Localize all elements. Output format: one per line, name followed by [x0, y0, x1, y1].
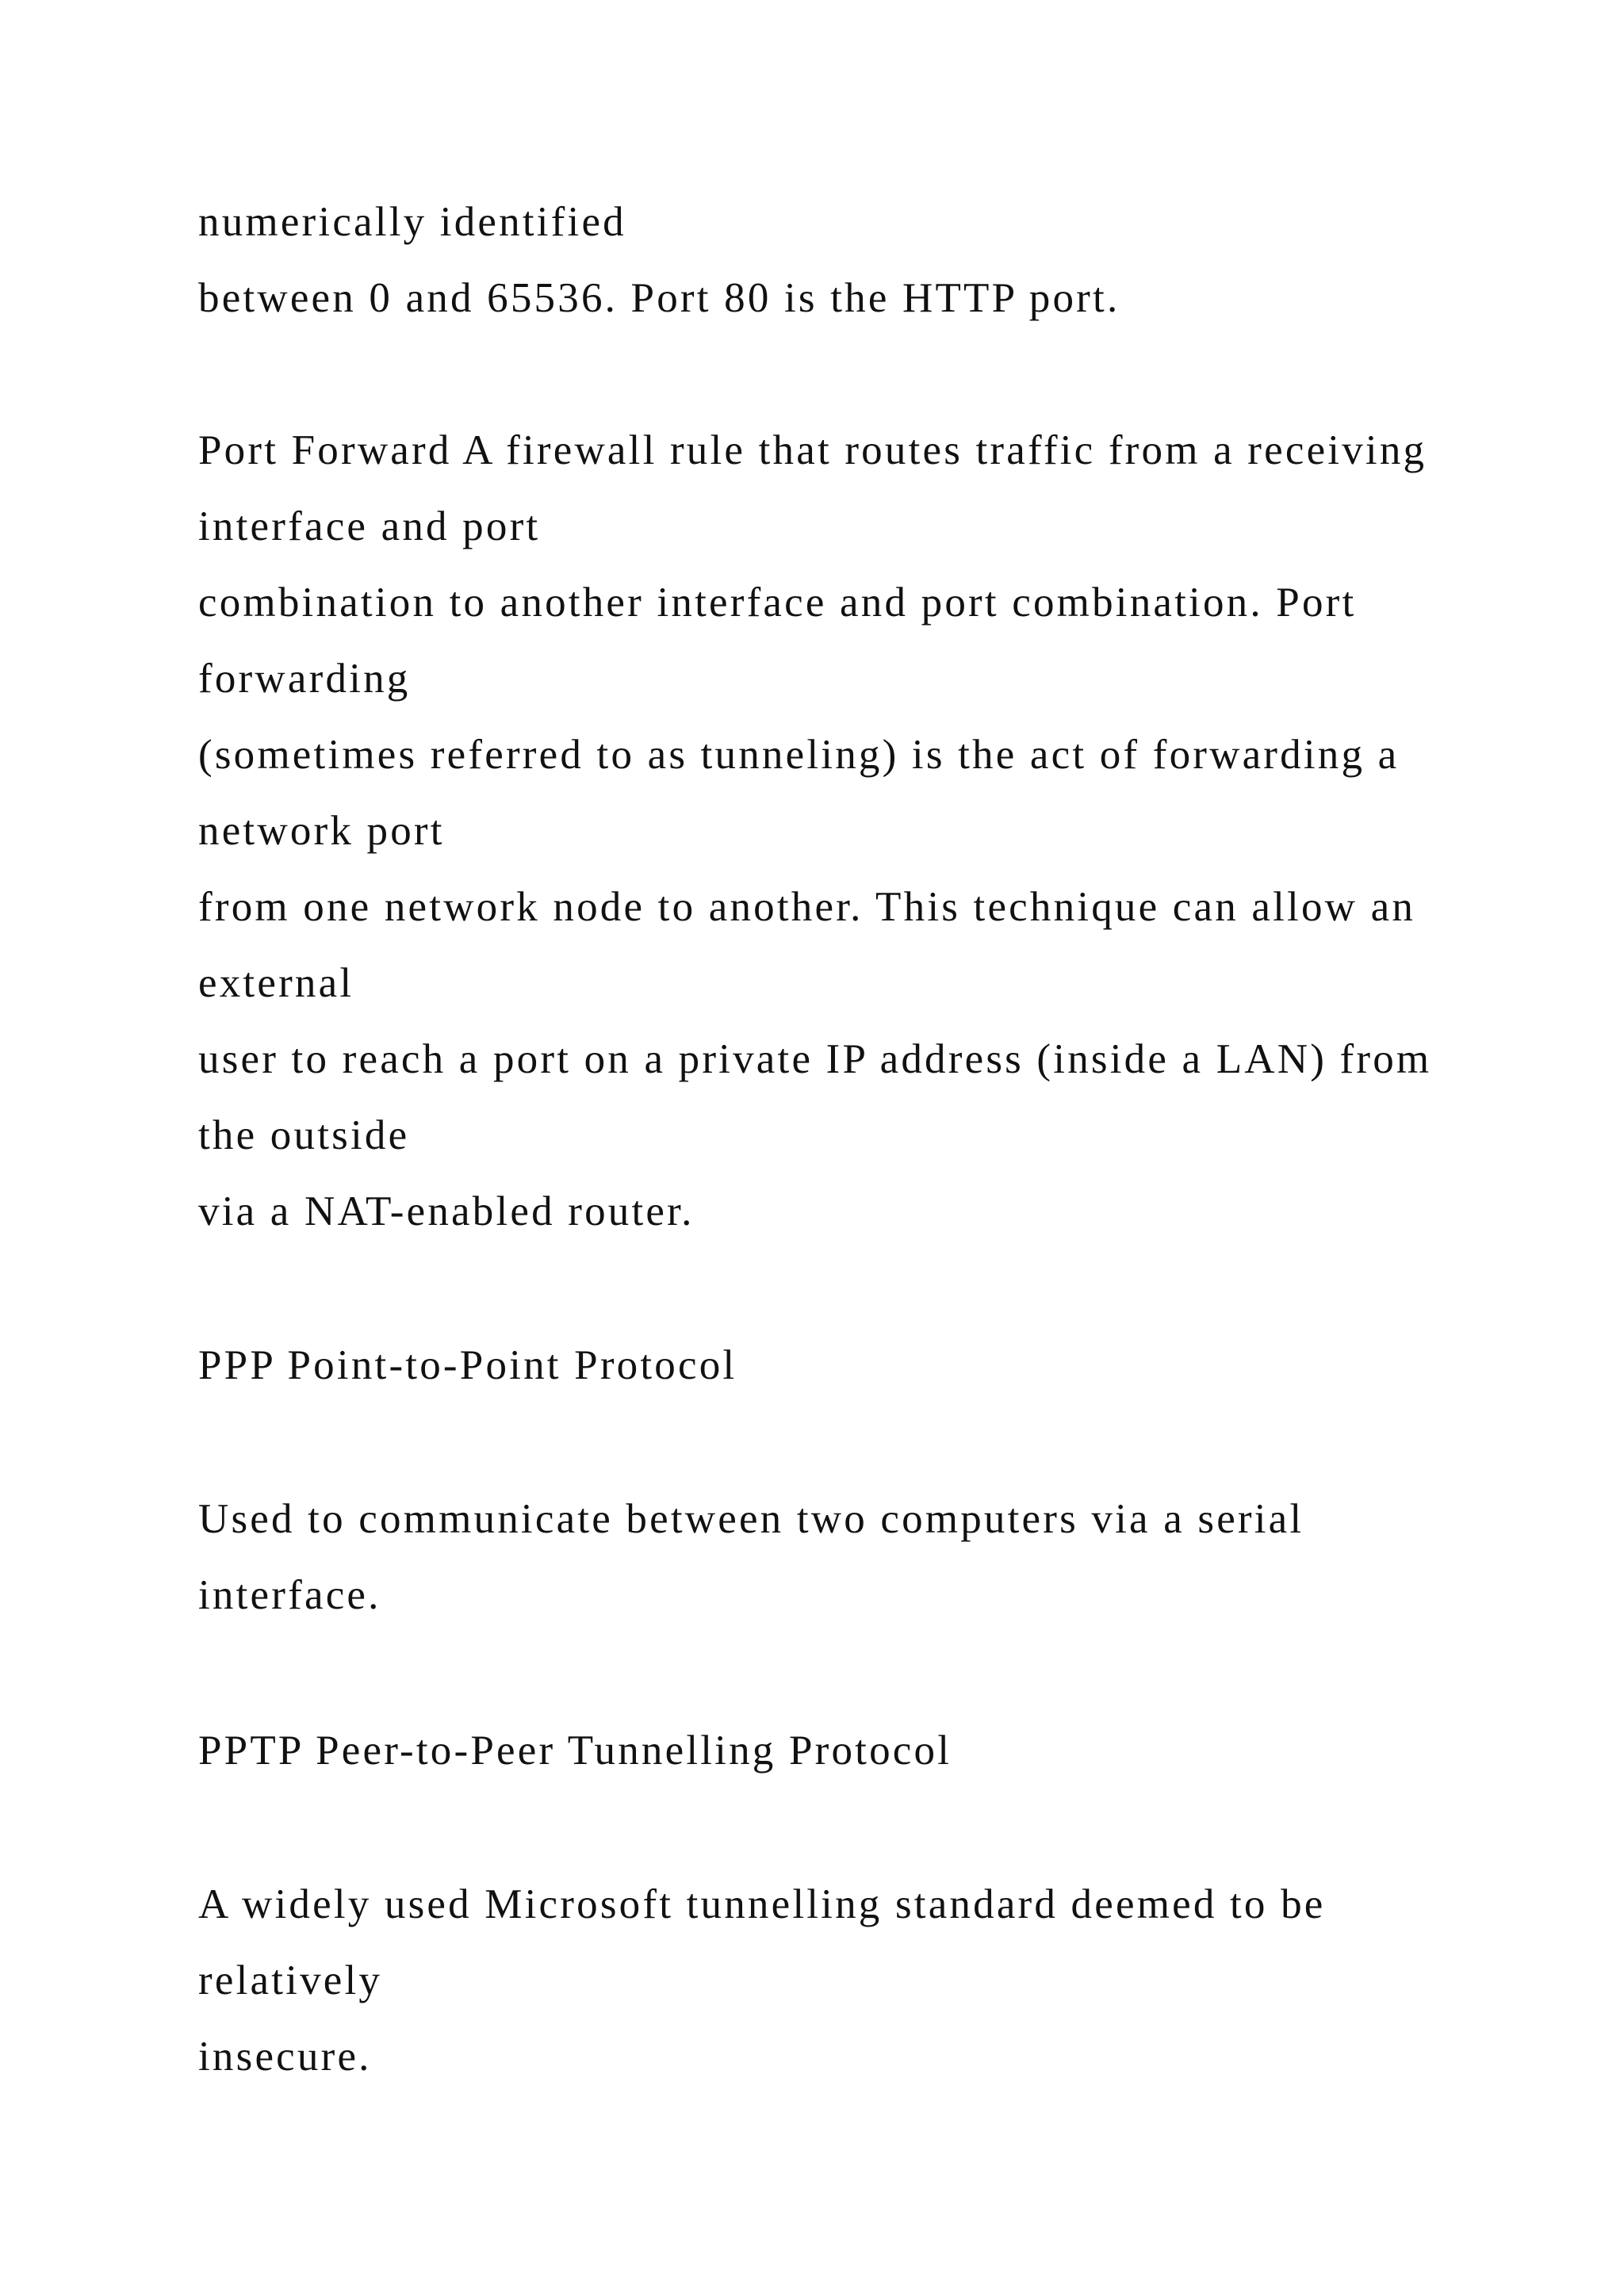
text-line: relatively [198, 1957, 383, 2003]
text-line: via a NAT-enabled router. [198, 1188, 695, 1234]
text-line: A widely used Microsoft tunnelling standard deemed to be [198, 1881, 1326, 1927]
text-line: (sometimes referred to as tunneling) is the act of forwarding a [198, 732, 1400, 778]
text-line: external [198, 960, 354, 1006]
text-line: interface. [198, 1572, 381, 1618]
text-line: insecure. [198, 2034, 372, 2080]
text-line: from one network node to another. This technique can allow an [198, 884, 1416, 930]
text-line: user to reach a port on a private IP address (inside a LAN) from [198, 1036, 1432, 1082]
text-line: PPP Point-to-Point Protocol [198, 1342, 737, 1388]
text-line: the outside [198, 1112, 410, 1158]
text-line: forwarding [198, 656, 411, 702]
text-line: Used to communicate between two computers via a serial [198, 1496, 1304, 1542]
text-line: network port [198, 808, 445, 854]
text-line: PPTP Peer-to-Peer Tunnelling Protocol [198, 1728, 952, 1774]
text-line: interface and port [198, 503, 541, 549]
text-line: combination to another interface and port combination. Port [198, 580, 1357, 626]
text-line: Port Forward A firewall rule that routes traffic from a receiving [198, 427, 1427, 473]
text-line: numerically identified [198, 199, 626, 245]
text-line: between 0 and 65536. Port 80 is the HTTP port. [198, 275, 1120, 321]
